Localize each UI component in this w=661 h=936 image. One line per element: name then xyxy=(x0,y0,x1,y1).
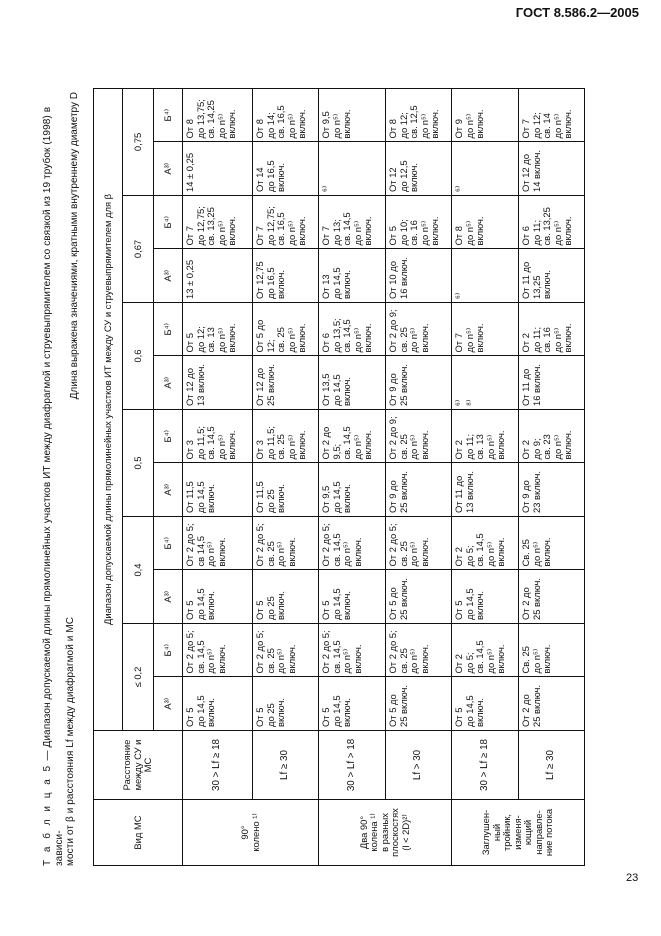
value-cell: От 2 до 5; св. 25 до n⁵⁾ включ. xyxy=(253,624,319,678)
value-cell: От 13 до 14,5 включ. xyxy=(319,249,386,303)
header-b: Б⁴⁾ xyxy=(154,303,183,357)
value-cell: От 7 до 12,75; св. 13,25 до n⁵⁾ включ. xyxy=(183,196,253,250)
value-cell: Св. 25 до n⁵⁾ включ. xyxy=(519,517,585,571)
meter-kind-cell: Два 90° колена ¹⁾ в разных плоскостях (l < 2D)²⁾ xyxy=(319,800,452,866)
header-a: А³⁾ xyxy=(154,570,183,624)
value-cell: От 14 до 16,5 включ. xyxy=(253,142,319,196)
header-a: А³⁾ xyxy=(154,356,183,410)
value-cell: От 11 до 13,25 включ. xyxy=(519,249,585,303)
value-cell: От 11,5 до 25 включ. xyxy=(253,463,319,517)
value-cell: От 8 до 12; св. 12,5 до n⁵⁾ включ. xyxy=(386,88,452,142)
header-a: А³⁾ xyxy=(154,463,183,517)
document-id: ГОСТ 8.586.2—2005 xyxy=(515,5,639,20)
header-kind: Вид МС xyxy=(94,800,183,866)
meter-kind-cell: Заглушен- ный тройник, изменя- ющий направле- ние потока xyxy=(452,800,585,866)
value-cell: От 12 до 13 включ. xyxy=(183,356,253,410)
value-cell: От 12 до 25 включ. xyxy=(253,356,319,410)
table-caption-lead: Т а б л и ц а 5 xyxy=(42,763,53,866)
value-cell: 14 ± 0,25 xyxy=(183,142,253,196)
value-cell: От 2 до 25 включ. xyxy=(519,677,585,731)
table-row xyxy=(386,88,452,865)
header-a: А³⁾ xyxy=(154,677,183,731)
value-cell: От 2 до 5; св. 25 до n⁵⁾ включ. xyxy=(253,517,319,571)
header-beta: 0,5 xyxy=(123,410,154,517)
value-cell: От 6 до 11; св. 13,25 до n⁵⁾ включ. xyxy=(519,196,585,250)
value-cell: От 5 до 25 включ. xyxy=(253,570,319,624)
table-row xyxy=(319,88,386,865)
value-cell: От 9 до n⁵⁾ включ. xyxy=(452,88,519,142)
value-cell: От 12 до 14 включ. xyxy=(519,142,585,196)
value-cell: От 5 до 12; св. 13 до n⁵⁾ включ. xyxy=(183,303,253,357)
value-cell: От 2 до 9; св. 25 до n⁵⁾ включ. xyxy=(386,303,452,357)
header-b: Б⁴⁾ xyxy=(154,624,183,678)
value-cell: От 5 до 25 включ. xyxy=(386,570,452,624)
value-cell: От 2 до 5; св. 14,5 до n⁵⁾ включ. xyxy=(452,517,519,571)
value-cell: От 11,5 до 14,5 включ. xyxy=(183,463,253,517)
value-cell: ⁶⁾ xyxy=(319,142,386,196)
value-cell: От 2 до 5; св 14,5 до n⁵⁾ включ. xyxy=(183,517,253,571)
distance-cell: Lf ≥ 30 xyxy=(519,731,585,800)
header-beta: 0,4 xyxy=(123,517,154,624)
page-number: 23 xyxy=(626,872,639,884)
header-beta: ≤ 0,2 xyxy=(123,624,154,731)
value-cell: От 11 до 13 включ. xyxy=(452,463,519,517)
value-cell: От 2 до 25 включ. xyxy=(519,570,585,624)
table-caption-line1: — Диапазон допускаемой длины прямолинейных участков ИТ между диафрагмой и струевыпрямителем со связкой из 19 трубок (1998) в зависи- xyxy=(42,106,65,866)
value-cell: От 2 до 5; св. 25 до n⁵⁾ включ. xyxy=(386,624,452,678)
value-cell: От 3 до 11,5; св. 25 до n⁵⁾ включ. xyxy=(253,410,319,464)
value-cell: От 5 до 14,5 включ. xyxy=(452,570,519,624)
value-cell: Св. 25 до n⁵⁾ включ. xyxy=(519,624,585,678)
distance-cell: Lf > 30 xyxy=(386,731,452,800)
value-cell: ⁶⁾ xyxy=(452,249,519,303)
value-cell: От 2 до 5; св. 25 до n⁵⁾ включ. xyxy=(386,517,452,571)
value-cell: От 5 до 25 включ. xyxy=(386,677,452,731)
header-distance: Расстояние между СУ и МС xyxy=(94,731,183,800)
value-cell: От 2 до 5; св. 14,5 до n⁵⁾ включ. xyxy=(319,517,386,571)
distance-cell: 30 > Lf > 18 xyxy=(319,731,386,800)
value-cell: От 5 до 25 включ. xyxy=(253,677,319,731)
value-cell: 13 ± 0,25 xyxy=(183,249,253,303)
value-cell: От 5 до 10; св. 16 до n⁵⁾ включ. xyxy=(386,196,452,250)
header-b: Б⁴⁾ xyxy=(154,88,183,142)
header-beta: 0,67 xyxy=(123,196,154,303)
header-b: Б⁴⁾ xyxy=(154,517,183,571)
value-cell: От 2 до 9; св. 25 до n⁵⁾ включ. xyxy=(386,410,452,464)
value-cell: От 12 до 12,5 включ. xyxy=(386,142,452,196)
value-cell: От 2 до 5; св. 14,5 до n⁵⁾ включ. xyxy=(452,624,519,678)
value-cell: От 7 до n⁵⁾ включ. xyxy=(452,303,519,357)
value-cell: От 5 до 14,5 включ. xyxy=(319,570,386,624)
value-cell: От 5 до 14,5 включ. xyxy=(319,677,386,731)
value-cell: От 3 до 11,5; св. 14,5 до n⁵⁾ включ. xyxy=(183,410,253,464)
value-cell: От 9,5 до 14,5 включ. xyxy=(319,463,386,517)
value-cell: От 2 до 9,5; св. 14,5 до n⁵⁾ включ. xyxy=(319,410,386,464)
table-row xyxy=(183,88,253,865)
value-cell: От 2 до 11; св. 13 до n⁵⁾ включ. xyxy=(452,410,519,464)
value-cell: От 7 до 13; св. 14,5 до n⁵⁾ включ. xyxy=(319,196,386,250)
value-cell: ⁶⁾ xyxy=(452,142,519,196)
header-beta: 0,6 xyxy=(123,303,154,410)
table-row xyxy=(253,88,319,865)
value-cell: От 5 до 14,5 включ. xyxy=(452,677,519,731)
value-cell: От 11 до 16 включ. xyxy=(519,356,585,410)
data-table xyxy=(93,88,585,866)
header-a: А³⁾ xyxy=(154,249,183,303)
value-cell: От 9 до 23 включ. xyxy=(519,463,585,517)
value-cell: От 8 до 13,75; св. 14,25 до n⁵⁾ включ. xyxy=(183,88,253,142)
value-cell: От 2 до 9; св. 23 до n⁵⁾ включ. xyxy=(519,410,585,464)
header-a: А³⁾ xyxy=(154,142,183,196)
value-cell: От 9,5 до n⁵⁾ включ. xyxy=(319,88,386,142)
distance-cell: 30 > Lf ≥ 18 xyxy=(183,731,253,800)
table-caption-line2: мости от β и расстояния Lf между диафрагмой и МС xyxy=(65,616,76,866)
value-cell: От 12,75 до 16,5 включ. xyxy=(253,249,319,303)
table-row xyxy=(452,88,519,865)
value-cell: От 2 до 11; св. 16 до n⁵⁾ включ. xyxy=(519,303,585,357)
header-row xyxy=(94,88,123,865)
value-cell: От 6 до 13,5; св. 14,5 до n⁵⁾ включ. xyxy=(319,303,386,357)
value-cell: От 13,5 до 14,5 включ. xyxy=(319,356,386,410)
distance-cell: Lf ≥ 30 xyxy=(253,731,319,800)
header-b: Б⁴⁾ xyxy=(154,196,183,250)
header-beta: 0,75 xyxy=(123,88,154,195)
value-cell: От 5 до 14,5 включ. xyxy=(183,570,253,624)
rotated-table-block xyxy=(42,88,587,866)
table-row xyxy=(519,88,585,865)
value-cell: От 10 до 16 включ. xyxy=(386,249,452,303)
value-cell: От 7 до 12,75; св. 16,5 до n⁵⁾ включ. xyxy=(253,196,319,250)
value-cell: ⁶⁾ ⁸⁾ xyxy=(452,356,519,410)
header-b: Б⁴⁾ xyxy=(154,410,183,464)
value-cell: От 5 до 14,5 включ. xyxy=(183,677,253,731)
value-cell: От 2 до 5; св. 14,5 до n⁵⁾ включ. xyxy=(319,624,386,678)
value-cell: От 9 до 25 включ. xyxy=(386,463,452,517)
value-cell: От 5 до 12; св. 25 до n⁵⁾ включ. xyxy=(253,303,319,357)
meter-kind-cell: 90° колено ¹⁾ xyxy=(183,800,319,866)
value-cell: От 8 до 14; св. 16,5 до n⁵⁾ включ. xyxy=(253,88,319,142)
value-cell: От 7 до 12; св. 14 до n⁵⁾ включ. xyxy=(519,88,585,142)
value-cell: От 8 до n⁵⁾ включ. xyxy=(452,196,519,250)
value-cell: От 9 до 25 включ. xyxy=(386,356,452,410)
header-group: Диапазон допускаемой длины прямолинейных участков ИТ между СУ и струевыпрямителем для β xyxy=(94,88,123,730)
value-cell: От 2 до 5; св. 14,5 до n⁵⁾ включ. xyxy=(183,624,253,678)
units-note: Длина выражена значениями, кратными внутреннему диаметру D xyxy=(69,92,80,400)
distance-cell: 30 > Lf ≥ 18 xyxy=(452,731,519,800)
